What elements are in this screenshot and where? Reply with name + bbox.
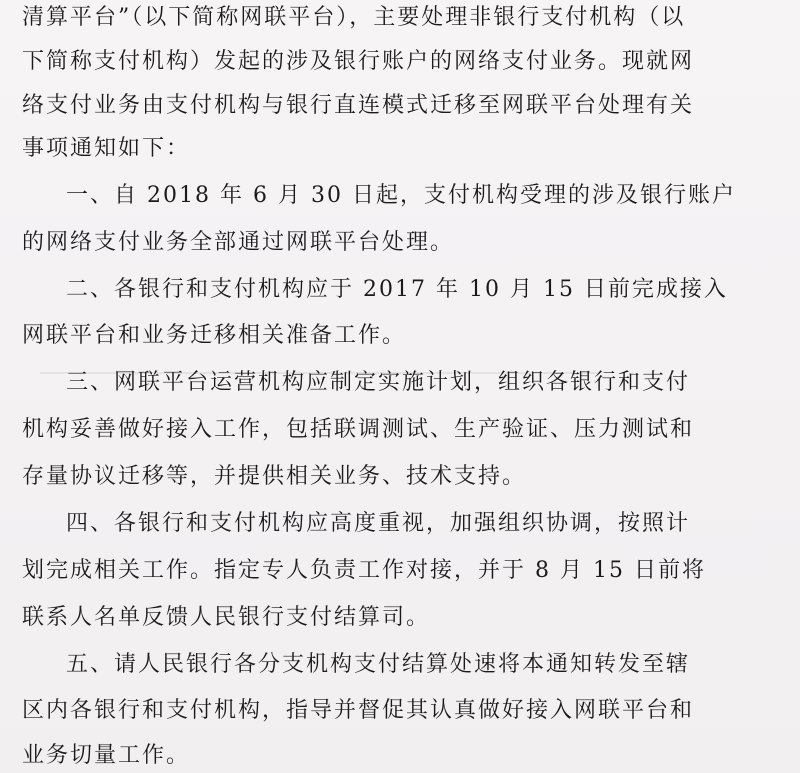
item-2-line-2: 网联平台和业务迁移相关准备工作。 (22, 323, 407, 348)
item-5-line-3: 业务切量工作。 (22, 743, 191, 768)
item-3-line-1: 三、网联平台运营机构应制定实施计划，组织各银行和支付 (66, 370, 691, 395)
text-line-3: 络支付业务由支付机构与银行直连模式迁移至网联平台处理有关 (22, 93, 695, 118)
item-5-line-1: 五、请人民银行各分支机构支付结算处速将本通知转发至辖 (66, 652, 691, 677)
item-1-line-2: 的网络支付业务全部通过网联平台处理。 (22, 230, 455, 255)
item-5-line-2: 区内各银行和支付机构，指导并督促其认真做好接入网联平台和 (22, 698, 695, 723)
text-line-1: 清算平台”（以下简称网联平台），主要处理非银行支付机构（以 (22, 5, 686, 30)
text-line-4: 事项通知如下： (22, 136, 191, 161)
item-4-line-2: 划完成相关工作。指定专人负责工作对接，并于 8 月 15 日前将 (22, 558, 706, 583)
text-line-2: 下简称支付机构）发起的涉及银行账户的网络支付业务。现就网 (22, 49, 695, 74)
item-3-line-3: 存量协议迁移等，并提供相关业务、技术支持。 (22, 464, 527, 489)
item-4-line-1: 四、各银行和支付机构应高度重视，加强组织协调，按照计 (66, 511, 691, 536)
item-2-line-1: 二、各银行和支付机构应于 2017 年 10 月 15 日前完成接入 (66, 277, 728, 302)
item-4-line-3: 联系人名单反馈人民银行支付结算司。 (22, 605, 431, 630)
item-1-line-1: 一、自 2018 年 6 月 30 日起，支付机构受理的涉及银行账户 (66, 183, 736, 208)
item-3-line-2: 机构妥善做好接入工作，包括联调测试、生产验证、压力测试和 (22, 417, 695, 442)
